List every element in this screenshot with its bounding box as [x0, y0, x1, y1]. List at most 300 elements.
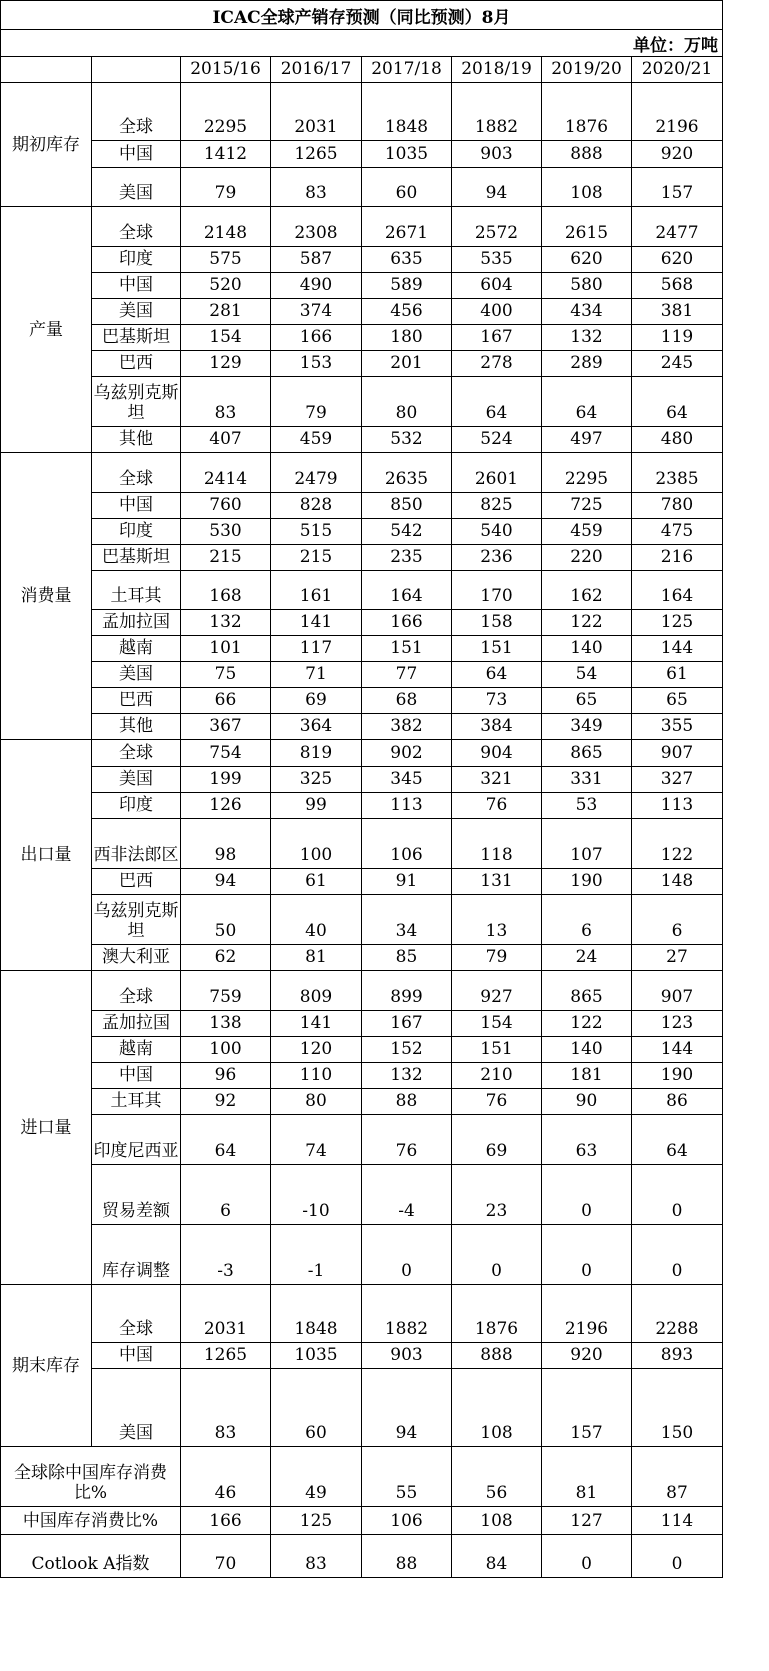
value-cell: 1265	[181, 1343, 271, 1369]
value-cell: 1882	[362, 1285, 452, 1343]
value-cell: -10	[271, 1165, 362, 1225]
group-label: 进口量	[0, 971, 92, 1285]
value-cell: 148	[632, 869, 723, 895]
value-cell: 349	[542, 714, 632, 740]
value-cell: 162	[542, 571, 632, 610]
value-cell: 122	[542, 1011, 632, 1037]
value-cell: 158	[452, 610, 542, 636]
value-cell: 530	[181, 519, 271, 545]
value-cell: 65	[542, 688, 632, 714]
value-cell: 1876	[452, 1285, 542, 1343]
value-cell: 151	[362, 636, 452, 662]
value-cell: 64	[181, 1115, 271, 1165]
value-cell: 81	[271, 945, 362, 971]
row-label: 巴西	[92, 869, 181, 895]
row-label: 美国	[92, 1369, 181, 1447]
value-cell: 1035	[362, 141, 452, 168]
summary-value-cell: 114	[632, 1507, 723, 1535]
row-label: 印度	[92, 519, 181, 545]
value-cell: 80	[362, 377, 452, 427]
value-cell: 2385	[632, 453, 723, 493]
row-label: 美国	[92, 662, 181, 688]
value-cell: 281	[181, 299, 271, 325]
summary-value-cell: 0	[632, 1535, 723, 1578]
value-cell: 151	[452, 636, 542, 662]
value-cell: 515	[271, 519, 362, 545]
row-label: 巴西	[92, 351, 181, 377]
value-cell: 64	[632, 377, 723, 427]
value-cell: 888	[542, 141, 632, 168]
group-label: 出口量	[0, 740, 92, 971]
value-cell: 94	[181, 869, 271, 895]
value-cell: 166	[271, 325, 362, 351]
value-cell: 381	[632, 299, 723, 325]
row-label: 印度	[92, 247, 181, 273]
value-cell: 220	[542, 545, 632, 571]
summary-label: Cotlook A指数	[0, 1535, 181, 1578]
value-cell: 64	[452, 662, 542, 688]
value-cell: 2295	[181, 83, 271, 141]
value-cell: 23	[452, 1165, 542, 1225]
value-cell: 2148	[181, 207, 271, 247]
value-cell: 74	[271, 1115, 362, 1165]
value-cell: 1882	[452, 83, 542, 141]
row-label: 印度尼西亚	[92, 1115, 181, 1165]
value-cell: -1	[271, 1225, 362, 1285]
value-cell: 161	[271, 571, 362, 610]
summary-value-cell: 84	[452, 1535, 542, 1578]
row-label: 西非法郎区	[92, 819, 181, 869]
value-cell: 825	[452, 493, 542, 519]
value-cell: 96	[181, 1063, 271, 1089]
summary-value-cell: 166	[181, 1507, 271, 1535]
value-cell: 101	[181, 636, 271, 662]
value-cell: 24	[542, 945, 632, 971]
value-cell: 524	[452, 427, 542, 453]
value-cell: 92	[181, 1089, 271, 1115]
row-label: 越南	[92, 1037, 181, 1063]
value-cell: 132	[542, 325, 632, 351]
value-cell: 0	[632, 1165, 723, 1225]
year-header: 2015/16	[181, 57, 271, 83]
row-label: 全球	[92, 971, 181, 1011]
value-cell: 144	[632, 636, 723, 662]
value-cell: 2196	[632, 83, 723, 141]
value-cell: 904	[452, 740, 542, 767]
value-cell: 69	[452, 1115, 542, 1165]
value-cell: 76	[362, 1115, 452, 1165]
value-cell: 108	[452, 1369, 542, 1447]
value-cell: 107	[542, 819, 632, 869]
value-cell: -4	[362, 1165, 452, 1225]
row-label: 孟加拉国	[92, 610, 181, 636]
value-cell: 535	[452, 247, 542, 273]
value-cell: 76	[452, 793, 542, 819]
value-cell: 166	[362, 610, 452, 636]
row-label: 全球	[92, 83, 181, 141]
value-cell: 164	[632, 571, 723, 610]
value-cell: 903	[452, 141, 542, 168]
value-cell: 907	[632, 740, 723, 767]
value-cell: 154	[181, 325, 271, 351]
value-cell: 459	[542, 519, 632, 545]
value-cell: 94	[362, 1369, 452, 1447]
value-cell: 899	[362, 971, 452, 1011]
value-cell: 2477	[632, 207, 723, 247]
value-cell: 289	[542, 351, 632, 377]
value-cell: 61	[632, 662, 723, 688]
summary-value-cell: 127	[542, 1507, 632, 1535]
header-corner-cell	[0, 57, 92, 83]
value-cell: 400	[452, 299, 542, 325]
value-cell: 1876	[542, 83, 632, 141]
row-label: 乌兹别克斯坦	[92, 377, 181, 427]
value-cell: 106	[362, 819, 452, 869]
value-cell: 2479	[271, 453, 362, 493]
value-cell: 201	[362, 351, 452, 377]
value-cell: 2601	[452, 453, 542, 493]
value-cell: 118	[452, 819, 542, 869]
value-cell: 98	[181, 819, 271, 869]
value-cell: 170	[452, 571, 542, 610]
year-header: 2020/21	[632, 57, 723, 83]
summary-value-cell: 0	[542, 1535, 632, 1578]
value-cell: 374	[271, 299, 362, 325]
row-label: 全球	[92, 453, 181, 493]
value-cell: 0	[632, 1225, 723, 1285]
value-cell: 153	[271, 351, 362, 377]
value-cell: 40	[271, 895, 362, 945]
row-label: 巴基斯坦	[92, 545, 181, 571]
row-label: 中国	[92, 1343, 181, 1369]
value-cell: 83	[271, 168, 362, 207]
value-cell: 53	[542, 793, 632, 819]
value-cell: 79	[181, 168, 271, 207]
value-cell: 73	[452, 688, 542, 714]
group-label: 消费量	[0, 453, 92, 740]
value-cell: 157	[542, 1369, 632, 1447]
value-cell: 0	[452, 1225, 542, 1285]
value-cell: 132	[181, 610, 271, 636]
row-label: 库存调整	[92, 1225, 181, 1285]
value-cell: 235	[362, 545, 452, 571]
value-cell: 809	[271, 971, 362, 1011]
value-cell: 828	[271, 493, 362, 519]
value-cell: 0	[542, 1165, 632, 1225]
value-cell: 2308	[271, 207, 362, 247]
value-cell: 123	[632, 1011, 723, 1037]
value-cell: 62	[181, 945, 271, 971]
summary-value-cell: 108	[452, 1507, 542, 1535]
value-cell: 2288	[632, 1285, 723, 1343]
value-cell: 132	[362, 1063, 452, 1089]
value-cell: 138	[181, 1011, 271, 1037]
value-cell: 79	[271, 377, 362, 427]
value-cell: 2671	[362, 207, 452, 247]
value-cell: 6	[632, 895, 723, 945]
value-cell: 141	[271, 610, 362, 636]
value-cell: 902	[362, 740, 452, 767]
value-cell: 480	[632, 427, 723, 453]
value-cell: 64	[452, 377, 542, 427]
value-cell: 325	[271, 767, 362, 793]
summary-value-cell: 55	[362, 1447, 452, 1507]
value-cell: 180	[362, 325, 452, 351]
summary-value-cell: 87	[632, 1447, 723, 1507]
value-cell: 620	[632, 247, 723, 273]
value-cell: 125	[632, 610, 723, 636]
value-cell: 34	[362, 895, 452, 945]
value-cell: 407	[181, 427, 271, 453]
summary-value-cell: 106	[362, 1507, 452, 1535]
year-header: 2019/20	[542, 57, 632, 83]
value-cell: 167	[362, 1011, 452, 1037]
value-cell: 2031	[181, 1285, 271, 1343]
value-cell: 113	[362, 793, 452, 819]
value-cell: 80	[271, 1089, 362, 1115]
value-cell: 888	[452, 1343, 542, 1369]
value-cell: 64	[542, 377, 632, 427]
row-label: 土耳其	[92, 1089, 181, 1115]
value-cell: 141	[271, 1011, 362, 1037]
value-cell: 620	[542, 247, 632, 273]
summary-value-cell: 125	[271, 1507, 362, 1535]
value-cell: 604	[452, 273, 542, 299]
value-cell: 144	[632, 1037, 723, 1063]
value-cell: 384	[452, 714, 542, 740]
value-cell: 1848	[271, 1285, 362, 1343]
row-label: 越南	[92, 636, 181, 662]
year-header: 2017/18	[362, 57, 452, 83]
value-cell: 68	[362, 688, 452, 714]
value-cell: 456	[362, 299, 452, 325]
value-cell: 6	[181, 1165, 271, 1225]
summary-value-cell: 83	[271, 1535, 362, 1578]
value-cell: 83	[181, 377, 271, 427]
unit-label: 单位：万吨	[0, 30, 723, 57]
value-cell: 60	[362, 168, 452, 207]
value-cell: 100	[271, 819, 362, 869]
group-label: 产量	[0, 207, 92, 453]
value-cell: 154	[452, 1011, 542, 1037]
value-cell: 113	[632, 793, 723, 819]
value-cell: 83	[181, 1369, 271, 1447]
value-cell: 61	[271, 869, 362, 895]
summary-value-cell: 49	[271, 1447, 362, 1507]
value-cell: 236	[452, 545, 542, 571]
value-cell: 140	[542, 1037, 632, 1063]
value-cell: 71	[271, 662, 362, 688]
value-cell: 1265	[271, 141, 362, 168]
value-cell: 75	[181, 662, 271, 688]
value-cell: 382	[362, 714, 452, 740]
value-cell: 2572	[452, 207, 542, 247]
value-cell: 168	[181, 571, 271, 610]
value-cell: 278	[452, 351, 542, 377]
value-cell: 635	[362, 247, 452, 273]
summary-label: 中国库存消费比%	[0, 1507, 181, 1535]
row-label: 美国	[92, 767, 181, 793]
row-label: 中国	[92, 141, 181, 168]
value-cell: 2615	[542, 207, 632, 247]
value-cell: 497	[542, 427, 632, 453]
value-cell: 129	[181, 351, 271, 377]
value-cell: 126	[181, 793, 271, 819]
value-cell: 1035	[271, 1343, 362, 1369]
value-cell: 1848	[362, 83, 452, 141]
value-cell: 85	[362, 945, 452, 971]
value-cell: 157	[632, 168, 723, 207]
value-cell: 150	[632, 1369, 723, 1447]
value-cell: 140	[542, 636, 632, 662]
row-label: 乌兹别克斯坦	[92, 895, 181, 945]
value-cell: -3	[181, 1225, 271, 1285]
value-cell: 2414	[181, 453, 271, 493]
value-cell: 759	[181, 971, 271, 1011]
value-cell: 532	[362, 427, 452, 453]
value-cell: 780	[632, 493, 723, 519]
value-cell: 367	[181, 714, 271, 740]
row-label: 土耳其	[92, 571, 181, 610]
value-cell: 540	[452, 519, 542, 545]
group-label: 期末库存	[0, 1285, 92, 1447]
value-cell: 199	[181, 767, 271, 793]
sheet-title: ICAC全球产销存预测（同比预测）8月	[0, 0, 723, 30]
value-cell: 589	[362, 273, 452, 299]
value-cell: 2295	[542, 453, 632, 493]
row-label: 中国	[92, 1063, 181, 1089]
value-cell: 119	[632, 325, 723, 351]
value-cell: 131	[452, 869, 542, 895]
value-cell: 88	[362, 1089, 452, 1115]
value-cell: 850	[362, 493, 452, 519]
value-cell: 64	[632, 1115, 723, 1165]
value-cell: 99	[271, 793, 362, 819]
value-cell: 181	[542, 1063, 632, 1089]
value-cell: 893	[632, 1343, 723, 1369]
value-cell: 0	[542, 1225, 632, 1285]
value-cell: 100	[181, 1037, 271, 1063]
row-label: 中国	[92, 493, 181, 519]
row-label: 其他	[92, 427, 181, 453]
value-cell: 122	[542, 610, 632, 636]
row-label: 美国	[92, 168, 181, 207]
value-cell: 151	[452, 1037, 542, 1063]
row-label: 澳大利亚	[92, 945, 181, 971]
summary-value-cell: 70	[181, 1535, 271, 1578]
value-cell: 215	[271, 545, 362, 571]
value-cell: 725	[542, 493, 632, 519]
value-cell: 76	[452, 1089, 542, 1115]
value-cell: 865	[542, 971, 632, 1011]
value-cell: 475	[632, 519, 723, 545]
value-cell: 91	[362, 869, 452, 895]
value-cell: 0	[362, 1225, 452, 1285]
value-cell: 60	[271, 1369, 362, 1447]
summary-value-cell: 46	[181, 1447, 271, 1507]
value-cell: 215	[181, 545, 271, 571]
value-cell: 434	[542, 299, 632, 325]
value-cell: 927	[452, 971, 542, 1011]
value-cell: 152	[362, 1037, 452, 1063]
value-cell: 122	[632, 819, 723, 869]
year-header: 2016/17	[271, 57, 362, 83]
value-cell: 167	[452, 325, 542, 351]
value-cell: 86	[632, 1089, 723, 1115]
value-cell: 54	[542, 662, 632, 688]
value-cell: 331	[542, 767, 632, 793]
value-cell: 27	[632, 945, 723, 971]
summary-value-cell: 88	[362, 1535, 452, 1578]
value-cell: 568	[632, 273, 723, 299]
value-cell: 120	[271, 1037, 362, 1063]
value-cell: 2635	[362, 453, 452, 493]
value-cell: 903	[362, 1343, 452, 1369]
summary-label: 全球除中国库存消费比%	[0, 1447, 181, 1507]
value-cell: 920	[542, 1343, 632, 1369]
value-cell: 1412	[181, 141, 271, 168]
value-cell: 520	[181, 273, 271, 299]
value-cell: 6	[542, 895, 632, 945]
value-cell: 587	[271, 247, 362, 273]
value-cell: 459	[271, 427, 362, 453]
header-label-cell	[92, 57, 181, 83]
value-cell: 210	[452, 1063, 542, 1089]
value-cell: 245	[632, 351, 723, 377]
value-cell: 580	[542, 273, 632, 299]
value-cell: 490	[271, 273, 362, 299]
row-label: 全球	[92, 740, 181, 767]
row-label: 巴西	[92, 688, 181, 714]
value-cell: 355	[632, 714, 723, 740]
summary-value-cell: 56	[452, 1447, 542, 1507]
value-cell: 50	[181, 895, 271, 945]
row-label: 孟加拉国	[92, 1011, 181, 1037]
value-cell: 865	[542, 740, 632, 767]
value-cell: 760	[181, 493, 271, 519]
value-cell: 920	[632, 141, 723, 168]
value-cell: 117	[271, 636, 362, 662]
value-cell: 77	[362, 662, 452, 688]
value-cell: 2031	[271, 83, 362, 141]
value-cell: 575	[181, 247, 271, 273]
value-cell: 110	[271, 1063, 362, 1089]
row-label: 巴基斯坦	[92, 325, 181, 351]
value-cell: 66	[181, 688, 271, 714]
summary-value-cell: 81	[542, 1447, 632, 1507]
row-label: 其他	[92, 714, 181, 740]
row-label: 美国	[92, 299, 181, 325]
row-label: 全球	[92, 1285, 181, 1343]
value-cell: 69	[271, 688, 362, 714]
value-cell: 90	[542, 1089, 632, 1115]
row-label: 贸易差额	[92, 1165, 181, 1225]
value-cell: 164	[362, 571, 452, 610]
value-cell: 108	[542, 168, 632, 207]
value-cell: 190	[542, 869, 632, 895]
value-cell: 542	[362, 519, 452, 545]
value-cell: 94	[452, 168, 542, 207]
value-cell: 345	[362, 767, 452, 793]
value-cell: 364	[271, 714, 362, 740]
value-cell: 79	[452, 945, 542, 971]
value-cell: 321	[452, 767, 542, 793]
row-label: 全球	[92, 207, 181, 247]
value-cell: 819	[271, 740, 362, 767]
value-cell: 754	[181, 740, 271, 767]
value-cell: 327	[632, 767, 723, 793]
row-label: 印度	[92, 793, 181, 819]
